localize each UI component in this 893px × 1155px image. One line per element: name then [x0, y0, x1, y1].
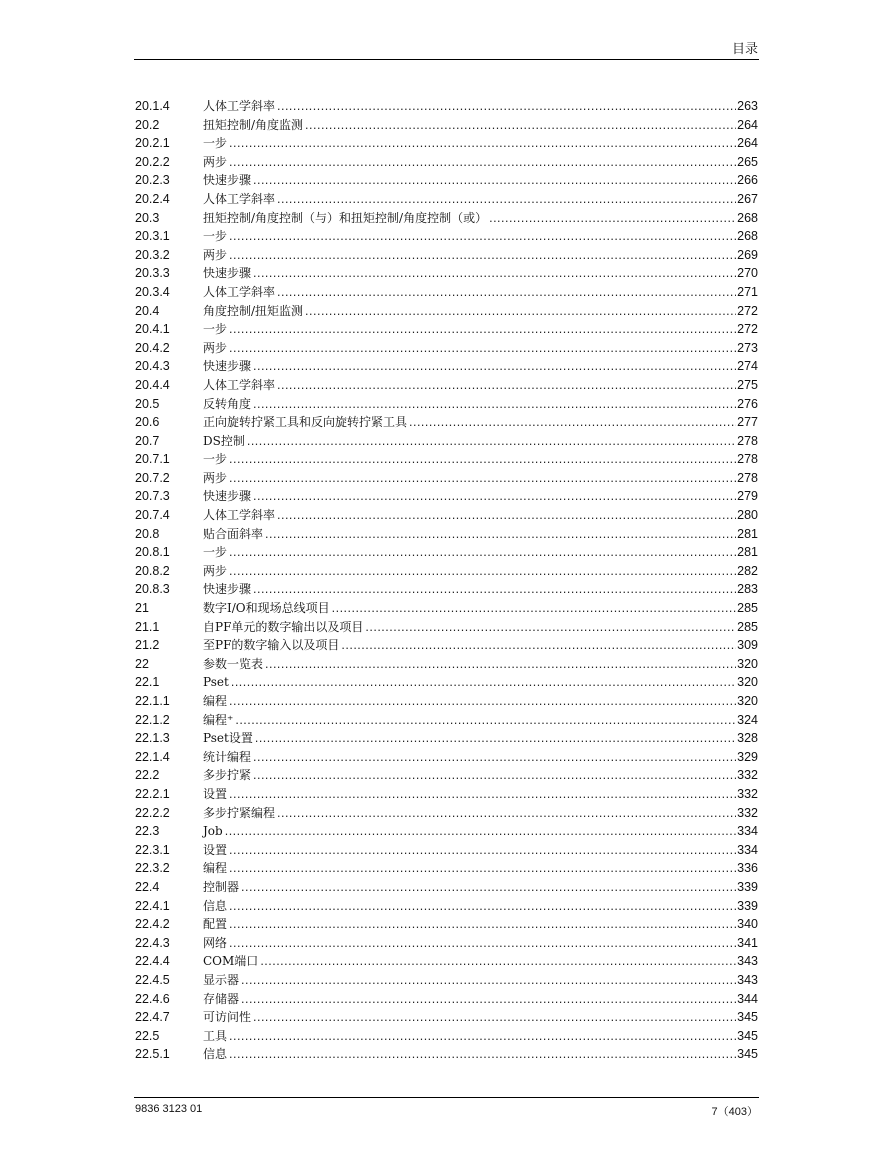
toc-dot-leader [277, 283, 736, 302]
toc-entry[interactable] [135, 673, 758, 692]
toc-entry-number: 22.1 [135, 675, 160, 690]
toc-entry[interactable] [135, 116, 758, 135]
toc-entry-title: 设置 [203, 842, 228, 857]
toc-entry-page: 334 [737, 842, 758, 857]
toc-entry-page: 329 [737, 749, 758, 764]
toc-entry-title: 人体工学斜率 [203, 191, 276, 206]
toc-entry-title: 人体工学斜率 [203, 284, 276, 299]
toc-entry-page: 268 [737, 210, 758, 225]
header-rule [134, 59, 759, 60]
toc-entry-page: 324 [737, 712, 758, 727]
toc-entry-page: 264 [737, 117, 758, 132]
toc-entry-page: 285 [737, 619, 758, 634]
toc-entry-page: 266 [737, 173, 758, 188]
toc-entry-title: 快速步骤 [203, 582, 252, 597]
toc-dot-leader [229, 897, 736, 916]
toc-entry-number: 22.4.4 [135, 954, 170, 969]
toc-entry-number: 20.4.3 [135, 359, 170, 374]
toc-entry-title: 信息 [203, 898, 228, 913]
toc-entry[interactable] [135, 171, 758, 190]
toc-entry-number: 20.4 [135, 303, 160, 318]
toc-entry[interactable] [135, 1008, 758, 1027]
toc-entry-number: 20.2.2 [135, 154, 170, 169]
toc-entry-title: 存储器 [203, 991, 240, 1006]
toc-entry-number: 20.3.1 [135, 229, 170, 244]
footer-page-label: 7（403） [711, 1106, 758, 1118]
toc-entry-page: 273 [737, 340, 758, 355]
toc-entry[interactable] [135, 395, 758, 414]
toc-entry[interactable] [135, 302, 758, 321]
toc-dot-leader [229, 841, 736, 860]
toc-entry-page: 283 [737, 582, 758, 597]
toc-entry-page: 332 [737, 768, 758, 783]
toc-dot-leader [265, 655, 736, 674]
toc-dot-leader [229, 934, 736, 953]
toc-entry-number: 22 [135, 656, 149, 671]
toc-dot-leader [332, 599, 737, 618]
toc-dot-leader [253, 487, 736, 506]
toc-entry-page: 345 [737, 1028, 758, 1043]
toc-entry-number: 20.4.2 [135, 340, 170, 355]
toc-entry-title: 参数一览表 [203, 656, 264, 671]
toc-dot-leader [229, 153, 736, 172]
toc-entry[interactable] [135, 153, 758, 172]
toc-entry-title: Job [203, 824, 223, 839]
toc-entry[interactable] [135, 246, 758, 265]
footer-doc-number: 9836 3123 01 [135, 1103, 203, 1115]
toc-entry-title: 两步 [203, 563, 228, 578]
toc-entry-number: 22.4.6 [135, 991, 170, 1006]
toc-entry[interactable] [135, 357, 758, 376]
toc-entry-number: 22.4.3 [135, 935, 170, 950]
toc-entry-number: 21.2 [135, 638, 160, 653]
toc-entry-page: 309 [737, 638, 758, 653]
toc-entry[interactable] [135, 506, 758, 525]
toc-entry-title: 编程 [203, 694, 228, 708]
toc-entry-number: 20.7 [135, 433, 160, 448]
toc-entry[interactable] [135, 339, 758, 358]
toc-entry-page: 339 [737, 898, 758, 913]
toc-entry[interactable] [135, 264, 758, 283]
toc-dot-leader [277, 376, 736, 395]
toc-entry-page: 343 [737, 954, 758, 969]
toc-entry-page: 334 [737, 824, 758, 839]
toc-entry-page: 272 [737, 303, 758, 318]
toc-entry[interactable] [135, 450, 758, 469]
toc-entry-title: 工具 [203, 1028, 228, 1043]
toc-entry-number: 20.3.4 [135, 284, 170, 299]
toc-entry-number: 22.2.2 [135, 805, 170, 820]
toc-entry-page: 320 [737, 675, 758, 690]
toc-entry-title: 一步 [203, 545, 228, 560]
toc-entry-number: 20.5 [135, 396, 160, 411]
page-header-title: 目录 [731, 42, 758, 57]
toc-entry[interactable] [135, 729, 758, 748]
toc-dot-leader [253, 766, 736, 785]
toc-dot-leader [229, 339, 736, 358]
toc-dot-leader [229, 562, 736, 581]
toc-dot-leader [365, 618, 736, 637]
toc-entry-number: 21.1 [135, 619, 160, 634]
toc-dot-leader [225, 822, 736, 841]
toc-entry-title: 一步 [203, 452, 228, 467]
toc-dot-leader [229, 246, 736, 265]
toc-dot-leader [229, 227, 736, 246]
toc-entry-title: 一步 [203, 136, 228, 151]
toc-entry-page: 332 [737, 786, 758, 801]
toc-entry-title: 快速步骤 [203, 359, 252, 374]
toc-entry-page: 272 [737, 322, 758, 337]
toc-entry-page: 281 [737, 545, 758, 560]
toc-dot-leader [277, 97, 736, 116]
toc-entry-number: 20.2.1 [135, 136, 170, 151]
toc-entry-number: 22.1.4 [135, 749, 170, 764]
toc-entry[interactable] [135, 209, 758, 228]
toc-dot-leader [231, 673, 736, 692]
toc-dot-leader [253, 171, 736, 190]
toc-entry-number: 22.3.2 [135, 861, 170, 876]
toc-dot-leader [241, 990, 736, 1009]
toc-entry-page: 343 [737, 972, 758, 987]
toc-entry[interactable] [135, 934, 758, 953]
toc-entry-title: 人体工学斜率 [203, 377, 276, 392]
toc-entry[interactable] [135, 227, 758, 246]
toc-entry-page: 339 [737, 879, 758, 894]
toc-entry-number: 20.4.1 [135, 322, 170, 337]
toc-entry[interactable] [135, 915, 758, 934]
toc-dot-leader [260, 952, 736, 971]
toc-entry-title: 设置 [203, 786, 228, 801]
toc-entry-title: 反转角度 [203, 396, 252, 411]
toc-entry-page: 341 [737, 935, 758, 950]
toc-dot-leader [229, 134, 736, 153]
toc-entry[interactable] [135, 655, 758, 674]
toc-entry-number: 20.7.3 [135, 489, 170, 504]
toc-entry-title: 扭矩控制/角度控制（与）和扭矩控制/角度控制（或） [203, 210, 488, 225]
toc-entry-number: 22.4.1 [135, 898, 170, 913]
toc-dot-leader [229, 915, 736, 934]
toc-entry[interactable] [135, 543, 758, 562]
toc-entry-title: 一步 [203, 229, 228, 244]
toc-dot-leader [265, 525, 736, 544]
toc-entry-title: 多步拧紧编程 [203, 805, 276, 820]
toc-dot-leader [253, 748, 736, 767]
toc-entry-number: 20.1.4 [135, 99, 170, 113]
toc-entry[interactable] [135, 971, 758, 990]
toc-entry-page: 336 [737, 861, 758, 876]
toc-entry-page: 267 [737, 191, 758, 206]
toc-entry-title: 两步 [203, 470, 228, 485]
toc-entry[interactable] [135, 841, 758, 860]
toc-entry-page: 281 [737, 526, 758, 541]
toc-entry[interactable] [135, 487, 758, 506]
toc-entry-page: 278 [737, 470, 758, 485]
toc-entry-title: 贴合面斜率 [203, 526, 264, 541]
toc-entry[interactable] [135, 785, 758, 804]
toc-dot-leader [341, 636, 736, 655]
toc-entry[interactable] [135, 618, 758, 637]
toc-entry-title: 数字I/O和现场总线项目 [203, 601, 330, 616]
toc-entry-page: 271 [737, 284, 758, 299]
toc-dot-leader [229, 320, 736, 339]
toc-entry[interactable] [135, 952, 758, 971]
toc-entry-page: 320 [737, 694, 758, 708]
toc-dot-leader [241, 971, 736, 990]
toc-entry-title: 正向旋转拧紧工具和反向旋转拧紧工具 [203, 415, 408, 430]
toc-entry[interactable] [135, 580, 758, 599]
toc-entry[interactable] [135, 1027, 758, 1046]
toc-entry-title: 两步 [203, 154, 228, 169]
toc-entry[interactable] [135, 1045, 758, 1064]
toc-dot-leader [229, 785, 736, 804]
toc-dot-leader [229, 859, 736, 878]
toc-entry-number: 22.4.7 [135, 1010, 170, 1025]
toc-entry[interactable] [135, 711, 758, 730]
toc-dot-leader [489, 209, 736, 228]
toc-entry-title: 角度控制/扭矩监测 [203, 303, 304, 318]
table-of-contents [135, 97, 758, 1064]
toc-dot-leader [229, 1045, 736, 1064]
toc-entry-number: 22.1.3 [135, 731, 170, 746]
toc-dot-leader [247, 432, 736, 451]
toc-entry-number: 22.5 [135, 1028, 160, 1043]
toc-entry-title: 多步拧紧 [203, 768, 252, 783]
toc-entry[interactable] [135, 134, 758, 153]
toc-dot-leader [229, 469, 736, 488]
toc-entry-number: 20.7.2 [135, 470, 170, 485]
toc-entry-title: 人体工学斜率 [203, 99, 276, 113]
toc-entry[interactable] [135, 804, 758, 823]
toc-entry-title: 自PF单元的数字输出以及项目 [203, 619, 364, 634]
toc-entry-number: 22.4.2 [135, 917, 170, 932]
toc-entry-title: 至PF的数字输入以及项目 [203, 638, 340, 653]
toc-entry-number: 22.2 [135, 768, 160, 783]
toc-dot-leader [229, 692, 736, 711]
toc-entry[interactable] [135, 692, 758, 711]
toc-entry-title: DS控制 [203, 433, 245, 448]
toc-entry[interactable] [135, 822, 758, 841]
toc-dot-leader [235, 711, 736, 730]
toc-entry-number: 20.4.4 [135, 377, 170, 392]
toc-entry-number: 20.2 [135, 117, 160, 132]
toc-dot-leader [253, 357, 736, 376]
toc-entry-title: 编程⁺ [203, 712, 234, 727]
toc-dot-leader [229, 543, 736, 562]
toc-entry-title: 网络 [203, 935, 228, 950]
toc-entry-number: 22.5.1 [135, 1047, 170, 1062]
footer-rule [134, 1097, 759, 1098]
toc-dot-leader [253, 1008, 736, 1027]
toc-entry[interactable] [135, 897, 758, 916]
toc-entry-page: 269 [737, 247, 758, 262]
toc-entry-title: COM端口 [203, 954, 259, 969]
toc-entry[interactable] [135, 320, 758, 339]
toc-entry-page: 344 [737, 991, 758, 1006]
toc-entry-page: 268 [737, 229, 758, 244]
toc-entry-title: 快速步骤 [203, 173, 252, 188]
toc-entry-page: 282 [737, 563, 758, 578]
toc-entry-title: 编程 [203, 861, 228, 876]
toc-entry-title: 人体工学斜率 [203, 508, 276, 523]
toc-dot-leader [305, 116, 736, 135]
toc-entry-number: 22.3 [135, 824, 160, 839]
toc-entry-title: 两步 [203, 340, 228, 355]
toc-dot-leader [241, 878, 736, 897]
toc-entry-page: 320 [737, 656, 758, 671]
toc-entry[interactable] [135, 376, 758, 395]
toc-entry-page: 274 [737, 359, 758, 374]
toc-entry[interactable] [135, 990, 758, 1009]
toc-entry-page: 277 [737, 415, 758, 430]
toc-entry-number: 21 [135, 601, 149, 616]
toc-entry-number: 20.8 [135, 526, 160, 541]
toc-entry-page: 332 [737, 805, 758, 820]
toc-entry-page: 265 [737, 154, 758, 169]
toc-entry-number: 20.3 [135, 210, 160, 225]
toc-entry-number: 20.7.1 [135, 452, 170, 467]
toc-entry-page: 345 [737, 1047, 758, 1062]
toc-dot-leader [277, 804, 736, 823]
toc-entry[interactable] [135, 859, 758, 878]
toc-entry[interactable] [135, 432, 758, 451]
toc-entry[interactable] [135, 413, 758, 432]
toc-entry-title: 显示器 [203, 972, 240, 987]
toc-dot-leader [277, 506, 736, 525]
toc-dot-leader [253, 264, 736, 283]
toc-entry-page: 264 [737, 136, 758, 151]
toc-dot-leader [229, 450, 736, 469]
toc-entry-page: 340 [737, 917, 758, 932]
toc-entry[interactable] [135, 283, 758, 302]
toc-entry[interactable] [135, 599, 758, 618]
toc-entry-title: 控制器 [203, 879, 240, 894]
toc-entry-number: 20.8.1 [135, 545, 170, 560]
toc-dot-leader [255, 729, 736, 748]
toc-entry[interactable] [135, 525, 758, 544]
toc-dot-leader [305, 302, 736, 321]
toc-entry-number: 22.3.1 [135, 842, 170, 857]
toc-entry-page: 279 [737, 489, 758, 504]
toc-entry-page: 328 [737, 731, 758, 746]
toc-entry-page: 345 [737, 1010, 758, 1025]
toc-entry-number: 22.1.1 [135, 694, 170, 708]
toc-entry[interactable] [135, 469, 758, 488]
toc-entry-title: 快速步骤 [203, 266, 252, 281]
toc-entry[interactable] [135, 766, 758, 785]
toc-entry-title: Pset [203, 675, 229, 690]
toc-entry-page: 280 [737, 508, 758, 523]
toc-entry-number: 20.3.3 [135, 266, 170, 281]
toc-dot-leader [253, 580, 736, 599]
toc-entry[interactable] [135, 878, 758, 897]
toc-entry-title: 快速步骤 [203, 489, 252, 504]
toc-entry-title: Pset设置 [203, 731, 253, 746]
toc-dot-leader [229, 1027, 736, 1046]
toc-entry-page: 276 [737, 396, 758, 411]
toc-entry-title: 信息 [203, 1047, 228, 1062]
toc-entry-number: 20.3.2 [135, 247, 170, 262]
toc-entry-number: 20.7.4 [135, 508, 170, 523]
toc-entry[interactable] [135, 562, 758, 581]
toc-entry-number: 22.1.2 [135, 712, 170, 727]
toc-entry-page: 285 [737, 601, 758, 616]
toc-entry-title: 扭矩控制/角度监测 [203, 117, 304, 132]
toc-entry-title: 一步 [203, 322, 228, 337]
toc-entry-number: 22.4.5 [135, 972, 170, 987]
toc-entry-page: 270 [737, 266, 758, 281]
toc-entry-title: 两步 [203, 247, 228, 262]
toc-entry[interactable] [135, 97, 758, 116]
toc-entry-number: 22.2.1 [135, 786, 170, 801]
toc-dot-leader [253, 395, 736, 414]
toc-entry-number: 20.2.3 [135, 173, 170, 188]
toc-entry[interactable] [135, 636, 758, 655]
toc-dot-leader [277, 190, 736, 209]
toc-entry-title: 可访问性 [203, 1010, 252, 1025]
toc-entry-title: 统计编程 [203, 749, 252, 764]
toc-entry-page: 278 [737, 433, 758, 448]
toc-dot-leader [409, 413, 736, 432]
toc-entry[interactable] [135, 190, 758, 209]
toc-entry-title: 配置 [203, 917, 228, 932]
toc-entry-number: 22.4 [135, 879, 160, 894]
toc-entry-number: 20.2.4 [135, 191, 170, 206]
toc-entry-page: 278 [737, 452, 758, 467]
toc-entry-number: 20.6 [135, 415, 160, 430]
toc-entry-number: 20.8.3 [135, 582, 170, 597]
toc-entry-page: 263 [737, 99, 758, 113]
toc-entry-number: 20.8.2 [135, 563, 170, 578]
toc-entry-page: 275 [737, 377, 758, 392]
toc-entry[interactable] [135, 748, 758, 767]
